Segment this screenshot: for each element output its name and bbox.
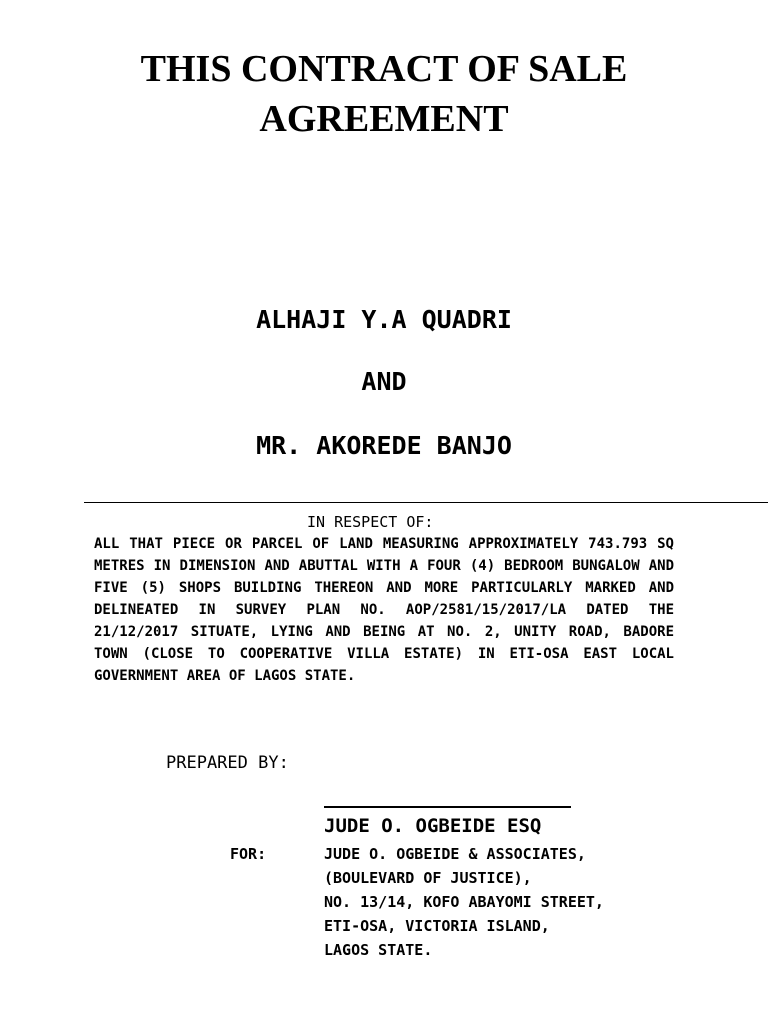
party-two: MR. AKOREDE BANJO xyxy=(256,431,512,460)
title-line-2: AGREEMENT xyxy=(259,98,509,140)
property-description: ALL THAT PIECE OR PARCEL OF LAND MEASURING APPROXIMATELY 743.793 SQ METRES IN DIMENSION AND ABUTTAL WITH A FOUR (4) BEDROOM BUNGALOW AND FIVE (5) SHOPS BUILDING THEREON AND MORE PARTICULARLY MARKED AND DELINEATED IN SURVEY PLAN NO. AOP/2581/15/2017/LA DATED THE 21/12/2017 SITUATE, LYING AND BEING AT NO. 2, UNITY ROAD, BADORE TOWN (CLOSE TO COOPERATIVE VILLA ESTATE) IN ETI-OSA EAST LOCAL GOVERNMENT AREA OF LAGOS STATE. xyxy=(94,536,674,684)
address-line: JUDE O. OGBEIDE & ASSOCIATES, xyxy=(324,845,586,863)
firm-address xyxy=(324,842,604,962)
conjunction-and: AND xyxy=(361,367,407,396)
title-line-1: THIS CONTRACT OF SALE xyxy=(140,48,628,90)
address-line: NO. 13/14, KOFO ABAYOMI STREET, xyxy=(324,893,604,911)
for-label: FOR: xyxy=(230,845,267,863)
address-line: ETI-OSA, VICTORIA ISLAND, xyxy=(324,917,550,935)
signature-line xyxy=(324,806,571,808)
signatory-name: JUDE O. OGBEIDE ESQ xyxy=(324,815,542,837)
horizontal-divider xyxy=(84,502,768,503)
prepared-by-label: PREPARED BY: xyxy=(166,753,289,773)
party-one: ALHAJI Y.A QUADRI xyxy=(256,305,512,334)
document-title xyxy=(0,44,768,144)
in-respect-of-heading: IN RESPECT OF: xyxy=(307,513,434,531)
address-line: (BOULEVARD OF JUSTICE), xyxy=(324,869,532,887)
address-line: LAGOS STATE. xyxy=(324,941,433,959)
